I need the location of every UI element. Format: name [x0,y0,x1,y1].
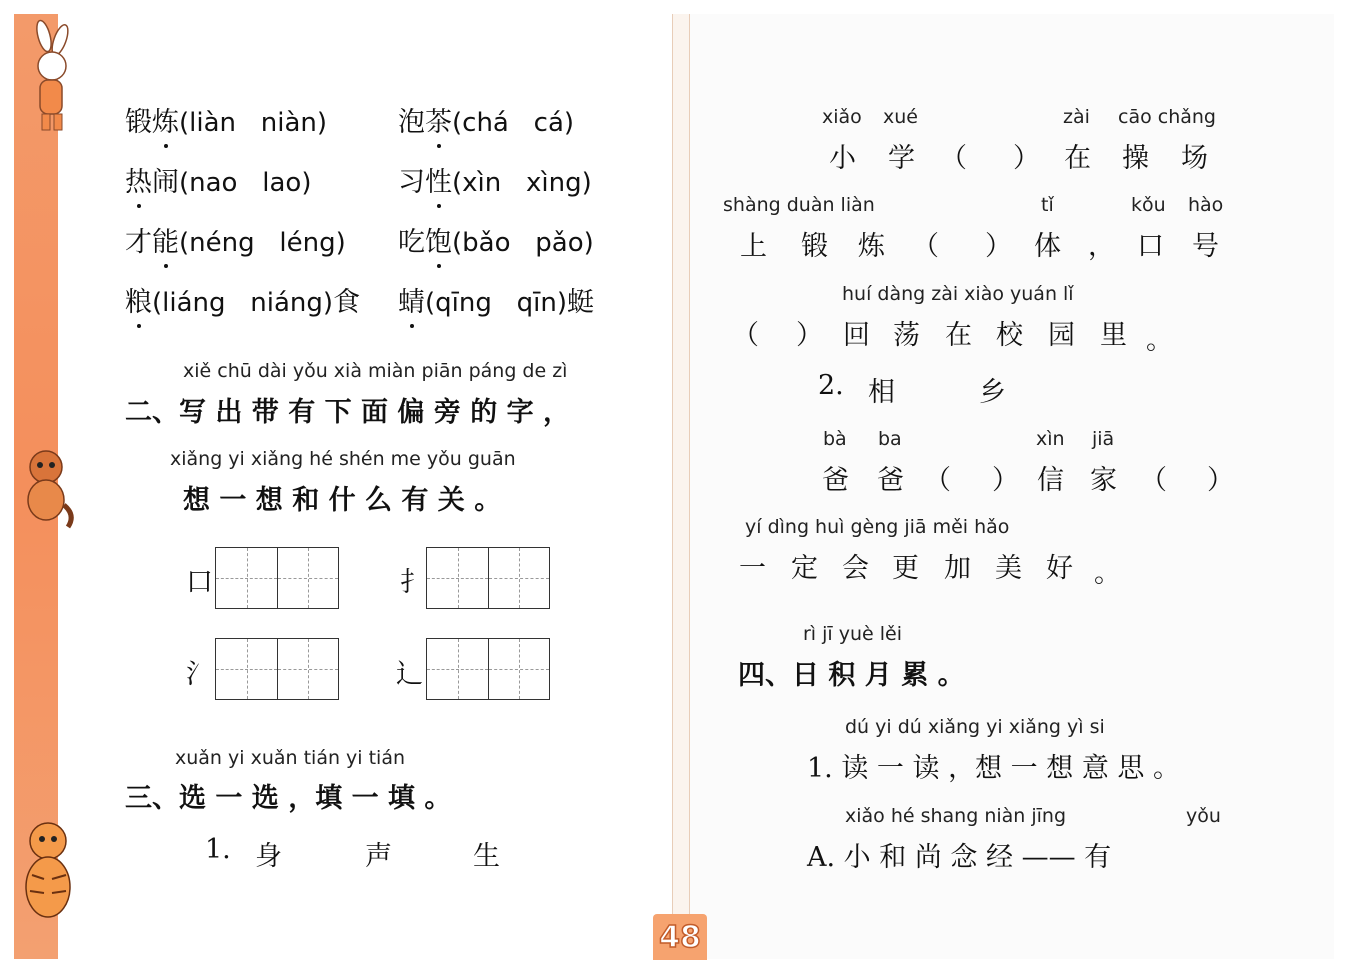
hanzi: 里 [1100,320,1127,351]
hanzi: 定 [791,553,818,584]
itemA-pinyin: xiǎo hé shang niàn jīng [845,805,1067,827]
hanzi: 更 [892,553,919,584]
hanzi: （ [1140,465,1167,496]
hanzi: 美 [995,553,1022,584]
rabbit-mascot-icon [14,18,80,133]
hanzi: ） [1207,465,1234,496]
raccoon-mascot-icon [14,445,76,530]
hanzi: 小 [829,143,856,174]
grid-cell[interactable] [488,638,550,700]
hanzi: 锻 [801,231,828,262]
hanzi: 加 [944,553,971,584]
section2-title: 二、写 出 带 有 下 面 偏 旁 的 字 ， [125,397,570,428]
hanzi: ） [992,465,1019,496]
hanzi: 。 [1146,325,1173,356]
hanzi: （ [912,231,939,262]
section2-title-2: 想 一 想 和 什 么 有 关 。 [183,485,502,516]
hanzi: ） [985,231,1012,262]
hanzi: 炼 [858,231,885,262]
hanzi: 。 [1094,558,1121,589]
radical-label: 扌 [400,567,427,598]
hanzi: 荡 [893,320,920,351]
page-number: 48 [653,914,707,960]
pinyin: shàng duàn liàn [723,194,875,216]
choice-item: 才能(néng léng) [125,220,346,259]
hanzi: （ [940,143,967,174]
hanzi: 会 [842,553,869,584]
choice-item: 吃饱(bǎo pǎo) [398,220,594,259]
radical-label: 口 [186,567,213,598]
hanzi: 家 [1090,465,1117,496]
grid-cell[interactable] [215,638,277,700]
pinyin: tǐ [1041,194,1054,216]
choice-item: 习性(xìn xìng) [398,160,592,199]
section4-pinyin: rì jī yuè lěi [803,623,902,645]
item2-number: 2. [818,370,844,401]
pinyin: cāo chǎng [1118,106,1216,128]
pinyin: bà [823,428,847,450]
hanzi: 场 [1181,143,1208,174]
hanzi: 口 [1137,231,1164,262]
hanzi: 在 [945,320,972,351]
hanzi: 一 [739,553,766,584]
hanzi: 操 [1122,143,1149,174]
writing-grid[interactable] [426,547,550,609]
pinyin: yí dìng huì gèng jiā měi hǎo [745,516,1010,538]
itemA-text: A. 小 和 尚 念 经 —— 有 [807,842,1112,873]
pinyin: xué [883,106,918,128]
section2-pinyin-2: xiǎng yi xiǎng hé shén me yǒu guān [170,448,516,470]
hanzi: 园 [1048,320,1075,351]
choice-item: 锻炼(liàn niàn) [125,100,327,139]
hanzi: 乡 [979,377,1006,408]
grid-cell[interactable] [215,547,277,609]
choice-item: 粮(liáng niáng)食 [125,280,360,319]
hanzi: 爸 [877,465,904,496]
choice-item: 泡茶(chá cá) [398,100,574,139]
section2-pinyin: xiě chū dài yǒu xià miàn piān páng de zì [183,360,568,382]
radical-label: 氵 [186,659,213,690]
item4-1-text: 1. 读 一 读 ，想 一 想 意 思 。 [807,753,1181,784]
hanzi: （ [924,465,951,496]
hanzi: ） [796,320,823,351]
pinyin: ba [878,428,902,450]
hanzi: 爸 [822,465,849,496]
writing-grid[interactable] [215,547,339,609]
pinyin: xiǎo [822,106,862,128]
hanzi: 上 [740,231,767,262]
item1-word: 声 [365,841,392,872]
section3-title: 三、选 一 选 ，填 一 填 。 [125,783,452,814]
book-gutter [672,14,690,959]
item4-1-pinyin: dú yi dú xiǎng yi xiǎng yì si [845,716,1105,738]
pinyin: jiā [1092,428,1115,450]
hanzi: 好 [1046,553,1073,584]
choice-item: 热闹(nao lao) [125,160,311,199]
pinyin: huí dàng zài xiào yuán lǐ [842,283,1074,305]
pinyin: zài [1063,106,1090,128]
choice-item: 蜻(qīng qīn)蜓 [398,280,594,319]
hanzi: 回 [843,320,870,351]
grid-cell[interactable] [277,638,339,700]
hanzi: 相 [868,377,895,408]
grid-cell[interactable] [426,547,488,609]
hanzi: 体 [1034,231,1061,262]
grid-cell[interactable] [426,638,488,700]
item1-word: 生 [473,841,500,872]
section3-pinyin: xuǎn yi xuǎn tián yi tián [175,747,406,769]
pinyin: hào [1188,194,1224,216]
grid-cell[interactable] [488,547,550,609]
writing-grid[interactable] [215,638,339,700]
itemA-pinyin: yǒu [1186,805,1221,827]
writing-grid[interactable] [426,638,550,700]
hanzi: 信 [1037,465,1064,496]
hanzi: 在 [1064,143,1091,174]
tiger-mascot-icon [14,815,80,925]
item1-word: 身 [255,841,282,872]
radical-label: 辶 [396,659,423,690]
pinyin: kǒu [1131,194,1166,216]
hanzi: ， [1088,231,1115,262]
grid-cell[interactable] [277,547,339,609]
hanzi: 学 [888,143,915,174]
hanzi: ） [1013,143,1040,174]
pinyin: xìn [1036,428,1065,450]
hanzi: 号 [1192,231,1219,262]
item1-number: 1. [205,834,231,865]
hanzi: 校 [996,320,1023,351]
hanzi: （ [732,320,759,351]
section4-title: 四、日 积 月 累 。 [738,660,965,691]
